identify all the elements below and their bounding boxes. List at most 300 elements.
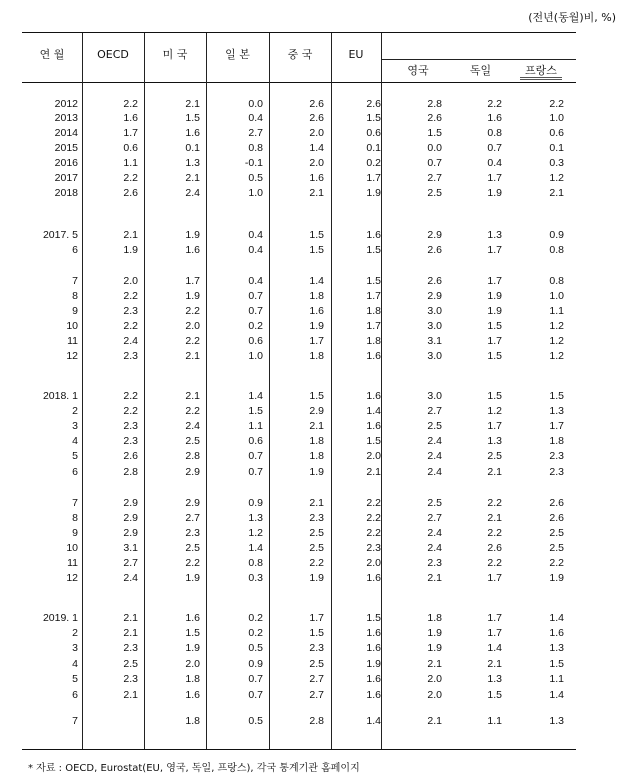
table-cell: 2.7 bbox=[309, 689, 324, 701]
table-cell: 1.9 bbox=[309, 320, 324, 332]
table-cell: 3.0 bbox=[427, 390, 442, 402]
table-cell: 1.7 bbox=[487, 627, 502, 639]
table-cell: 0.7 bbox=[487, 142, 502, 154]
table-cell: 2.1 bbox=[549, 187, 564, 199]
table-cell: 1.7 bbox=[549, 420, 564, 432]
table-cell: 1.6 bbox=[549, 627, 564, 639]
table-cell: 1.6 bbox=[123, 112, 138, 124]
table-cell: 2.7 bbox=[309, 673, 324, 685]
table-cell: 2.9 bbox=[123, 497, 138, 509]
table-cell: 1.9 bbox=[366, 187, 381, 199]
table-cell: 0.5 bbox=[248, 172, 263, 184]
table-cell: 3.1 bbox=[123, 542, 138, 554]
table-cell: 2.1 bbox=[123, 229, 138, 241]
table-cell: 1.2 bbox=[549, 172, 564, 184]
table-cell: 0.5 bbox=[248, 715, 263, 727]
header-us: 미 국 bbox=[162, 48, 188, 61]
row-label: 2014 bbox=[54, 127, 78, 139]
table-cell: 0.8 bbox=[549, 244, 564, 256]
table-cell: 1.6 bbox=[487, 112, 502, 124]
table-cell: 1.6 bbox=[366, 673, 381, 685]
table-cell: 2.1 bbox=[427, 572, 442, 584]
table-cell: 1.5 bbox=[487, 350, 502, 362]
table-cell: 2.2 bbox=[123, 172, 138, 184]
table-cell: 1.6 bbox=[309, 172, 324, 184]
table-cell: 1.7 bbox=[309, 612, 324, 624]
table-cell: 0.9 bbox=[248, 658, 263, 670]
table-cell: 0.3 bbox=[549, 157, 564, 169]
table-cell: 2.2 bbox=[487, 497, 502, 509]
table-cell: 2.4 bbox=[427, 542, 442, 554]
table-cell: 1.6 bbox=[366, 572, 381, 584]
table-cell: 2.8 bbox=[123, 466, 138, 478]
row-label: 2 bbox=[72, 405, 78, 417]
table-cell: 0.7 bbox=[427, 157, 442, 169]
table-cell: 1.1 bbox=[549, 673, 564, 685]
table-cell: 2.2 bbox=[123, 290, 138, 302]
table-cell: 1.6 bbox=[366, 229, 381, 241]
table-cell: 2.3 bbox=[366, 542, 381, 554]
table-cell: 2.1 bbox=[185, 390, 200, 402]
table-cell: 1.5 bbox=[366, 244, 381, 256]
table-cell: 1.0 bbox=[248, 187, 263, 199]
table-cell: 2.1 bbox=[366, 466, 381, 478]
header-japan: 일 본 bbox=[225, 48, 250, 61]
table-cell: 1.5 bbox=[185, 112, 200, 124]
table-cell: 2.3 bbox=[123, 350, 138, 362]
table-cell: 1.4 bbox=[309, 275, 324, 287]
header-oecd: OECD bbox=[97, 48, 129, 61]
table-cell: 1.3 bbox=[248, 512, 263, 524]
table-cell: 1.6 bbox=[366, 642, 381, 654]
table-cell: 2.3 bbox=[309, 642, 324, 654]
table-cell: 0.6 bbox=[549, 127, 564, 139]
table-cell: 0.8 bbox=[248, 557, 263, 569]
table-cell: 1.5 bbox=[487, 390, 502, 402]
table-cell: 0.4 bbox=[248, 112, 263, 124]
table-cell: 1.5 bbox=[309, 390, 324, 402]
header-france-underline-2 bbox=[520, 79, 562, 80]
table-cell: 0.9 bbox=[549, 229, 564, 241]
table-cell: 0.1 bbox=[185, 142, 200, 154]
table-cell: 1.4 bbox=[487, 642, 502, 654]
table-cell: 2.1 bbox=[123, 612, 138, 624]
table-cell: 0.1 bbox=[549, 142, 564, 154]
table-cell: 2.2 bbox=[549, 98, 564, 110]
table-cell: 2.3 bbox=[427, 557, 442, 569]
table-cell: 2.0 bbox=[123, 275, 138, 287]
row-label: 11 bbox=[67, 335, 78, 347]
header-china: 중 국 bbox=[287, 48, 313, 61]
table-cell: 0.7 bbox=[248, 450, 263, 462]
table-cell: 1.9 bbox=[309, 572, 324, 584]
table-cell: 0.7 bbox=[248, 689, 263, 701]
table-cell: 1.3 bbox=[487, 673, 502, 685]
table-cell: 2.2 bbox=[309, 557, 324, 569]
table-cell: 1.5 bbox=[487, 320, 502, 332]
table-cell: 2.1 bbox=[309, 497, 324, 509]
table-cell: 1.7 bbox=[366, 320, 381, 332]
table-cell: 2.5 bbox=[549, 542, 564, 554]
table-cell: 1.1 bbox=[248, 420, 263, 432]
table-cell: 2.8 bbox=[427, 98, 442, 110]
table-cell: 2.1 bbox=[185, 350, 200, 362]
table-cell: 1.6 bbox=[309, 305, 324, 317]
table-cell: 1.5 bbox=[427, 127, 442, 139]
table-cell: 1.6 bbox=[366, 420, 381, 432]
table-cell: 1.7 bbox=[366, 290, 381, 302]
table-cell: 0.2 bbox=[248, 612, 263, 624]
table-cell: 2.5 bbox=[185, 435, 200, 447]
table-cell: 2.8 bbox=[185, 450, 200, 462]
table-top-rule bbox=[22, 32, 576, 33]
table-cell: 2.2 bbox=[123, 390, 138, 402]
table-cell: 2.3 bbox=[123, 420, 138, 432]
table-cell: 2.9 bbox=[123, 512, 138, 524]
table-cell: 0.6 bbox=[248, 335, 263, 347]
table-cell: 1.5 bbox=[309, 244, 324, 256]
table-cell: 1.9 bbox=[123, 244, 138, 256]
table-cell: 1.7 bbox=[185, 275, 200, 287]
table-cell: 0.4 bbox=[248, 275, 263, 287]
table-cell: 2.1 bbox=[123, 627, 138, 639]
table-cell: 1.3 bbox=[487, 229, 502, 241]
table-cell: 0.4 bbox=[248, 229, 263, 241]
table-cell: 2.2 bbox=[366, 527, 381, 539]
table-cell: 2.9 bbox=[123, 527, 138, 539]
table-cell: 1.1 bbox=[123, 157, 138, 169]
table-cell: 0.7 bbox=[248, 305, 263, 317]
header-bottom-rule bbox=[22, 82, 576, 83]
table-cell: 1.4 bbox=[549, 612, 564, 624]
source-footnote: * 자료 : OECD, Eurostat(EU, 영국, 독일, 프랑스), 각국 통계기관 홈페이지 bbox=[28, 763, 360, 774]
table-cell: 0.0 bbox=[427, 142, 442, 154]
table-cell: 2.4 bbox=[427, 466, 442, 478]
row-label: 8 bbox=[72, 512, 78, 524]
row-label: 2019. 1 bbox=[42, 612, 78, 624]
table-cell: 2.9 bbox=[309, 405, 324, 417]
table-cell: 1.9 bbox=[185, 642, 200, 654]
row-label: 9 bbox=[72, 305, 78, 317]
table-cell: 0.0 bbox=[248, 98, 263, 110]
row-label: 12 bbox=[66, 572, 78, 584]
table-cell: 2.7 bbox=[248, 127, 263, 139]
table-cell: 1.9 bbox=[427, 642, 442, 654]
table-cell: 2.5 bbox=[309, 527, 324, 539]
table-cell: 0.5 bbox=[248, 642, 263, 654]
table-cell: 1.1 bbox=[487, 715, 502, 727]
table-cell: 1.6 bbox=[366, 689, 381, 701]
table-cell: 0.1 bbox=[366, 142, 381, 154]
table-cell: 2.3 bbox=[123, 642, 138, 654]
table-cell: 1.9 bbox=[427, 627, 442, 639]
table-cell: 2.5 bbox=[427, 497, 442, 509]
table-cell: 1.9 bbox=[549, 572, 564, 584]
header-germany: 독일 bbox=[469, 64, 492, 77]
table-cell: 1.8 bbox=[185, 673, 200, 685]
table-cell: 1.2 bbox=[248, 527, 263, 539]
table-cell: 2.5 bbox=[427, 187, 442, 199]
table-cell: 1.9 bbox=[366, 658, 381, 670]
table-cell: 2.2 bbox=[185, 557, 200, 569]
row-label: 2018 bbox=[54, 187, 78, 199]
table-cell: 3.0 bbox=[427, 320, 442, 332]
table-cell: 1.1 bbox=[549, 305, 564, 317]
table-cell: 1.2 bbox=[549, 320, 564, 332]
row-label: 7 bbox=[72, 715, 78, 727]
table-cell: 2.0 bbox=[366, 557, 381, 569]
table-cell: 0.8 bbox=[549, 275, 564, 287]
table-cell: 1.7 bbox=[487, 335, 502, 347]
row-label: 2016 bbox=[54, 157, 78, 169]
table-cell: 1.5 bbox=[366, 612, 381, 624]
table-cell: 2.0 bbox=[427, 689, 442, 701]
table-cell: 1.3 bbox=[549, 715, 564, 727]
table-cell: 2.0 bbox=[366, 450, 381, 462]
table-cell: 2.4 bbox=[427, 435, 442, 447]
table-cell: 2.9 bbox=[185, 466, 200, 478]
table-cell: -0.1 bbox=[244, 157, 263, 169]
table-cell: 0.2 bbox=[248, 627, 263, 639]
row-label: 2017 bbox=[54, 172, 78, 184]
row-label: 6 bbox=[72, 244, 78, 256]
row-label: 6 bbox=[72, 466, 78, 478]
table-cell: 0.3 bbox=[248, 572, 263, 584]
table-cell: 2.0 bbox=[185, 320, 200, 332]
table-cell: 1.5 bbox=[248, 405, 263, 417]
table-cell: 2.0 bbox=[427, 673, 442, 685]
table-cell: 0.8 bbox=[248, 142, 263, 154]
table-cell: 1.9 bbox=[487, 305, 502, 317]
table-cell: 1.2 bbox=[549, 335, 564, 347]
header-period: 연 월 bbox=[39, 48, 65, 61]
table-cell: 1.5 bbox=[366, 435, 381, 447]
table-cell: 1.9 bbox=[487, 290, 502, 302]
table-cell: 0.7 bbox=[248, 466, 263, 478]
table-cell: 0.7 bbox=[248, 290, 263, 302]
table-cell: 2.1 bbox=[487, 466, 502, 478]
table-cell: 0.6 bbox=[123, 142, 138, 154]
table-cell: 2.1 bbox=[427, 658, 442, 670]
table-cell: 1.5 bbox=[549, 658, 564, 670]
table-cell: 1.6 bbox=[185, 244, 200, 256]
row-label: 2015 bbox=[54, 142, 78, 154]
table-cell: 2.6 bbox=[309, 112, 324, 124]
table-cell: 0.2 bbox=[248, 320, 263, 332]
table-cell: 3.0 bbox=[427, 350, 442, 362]
header-uk: 영국 bbox=[407, 64, 429, 77]
table-cell: 2.6 bbox=[427, 112, 442, 124]
table-cell: 2.2 bbox=[487, 527, 502, 539]
row-label: 5 bbox=[72, 673, 78, 685]
row-label: 9 bbox=[72, 527, 78, 539]
table-cell: 1.4 bbox=[366, 715, 381, 727]
table-cell: 2.6 bbox=[549, 497, 564, 509]
table-cell: 3.0 bbox=[427, 305, 442, 317]
table-cell: 2.6 bbox=[309, 98, 324, 110]
table-cell: 1.7 bbox=[487, 612, 502, 624]
table-cell: 1.2 bbox=[549, 350, 564, 362]
table-cell: 2.9 bbox=[427, 290, 442, 302]
table-cell: 1.5 bbox=[366, 275, 381, 287]
table-cell: 2.1 bbox=[185, 172, 200, 184]
table-cell: 1.7 bbox=[366, 172, 381, 184]
table-cell: 1.8 bbox=[309, 350, 324, 362]
table-cell: 2.7 bbox=[123, 557, 138, 569]
row-label: 2018. 1 bbox=[42, 390, 78, 402]
table-cell: 2.2 bbox=[185, 305, 200, 317]
row-label: 10 bbox=[66, 542, 78, 554]
table-cell: 2.4 bbox=[123, 335, 138, 347]
row-label: 2 bbox=[72, 627, 78, 639]
table-cell: 1.0 bbox=[248, 350, 263, 362]
table-cell: 2.1 bbox=[123, 689, 138, 701]
table-cell: 2.6 bbox=[366, 98, 381, 110]
table-cell: 1.0 bbox=[549, 290, 564, 302]
header-france: 프랑스 bbox=[525, 64, 557, 77]
table-cell: 2.2 bbox=[123, 98, 138, 110]
table-cell: 2.1 bbox=[487, 512, 502, 524]
row-label: 11 bbox=[67, 557, 78, 569]
unit-label: (전년(동월)비, %) bbox=[528, 11, 616, 24]
table-cell: 2.3 bbox=[185, 527, 200, 539]
table-cell: 1.6 bbox=[185, 127, 200, 139]
table-cell: 1.5 bbox=[487, 689, 502, 701]
table-cell: 0.4 bbox=[248, 244, 263, 256]
table-cell: 2.3 bbox=[123, 673, 138, 685]
table-cell: 2.2 bbox=[185, 405, 200, 417]
table-cell: 1.4 bbox=[549, 689, 564, 701]
table-bottom-rule bbox=[22, 749, 576, 750]
header-france-underline bbox=[520, 77, 562, 78]
row-label: 6 bbox=[72, 689, 78, 701]
row-label: 3 bbox=[72, 642, 78, 654]
table-cell: 2.9 bbox=[427, 229, 442, 241]
table-cell: 2.5 bbox=[487, 450, 502, 462]
table-cell: 1.8 bbox=[309, 290, 324, 302]
table-cell: 2.3 bbox=[549, 466, 564, 478]
table-cell: 2.3 bbox=[123, 435, 138, 447]
row-label: 7 bbox=[72, 275, 78, 287]
table-cell: 1.9 bbox=[309, 466, 324, 478]
table-cell: 2.2 bbox=[549, 557, 564, 569]
table-cell: 0.4 bbox=[487, 157, 502, 169]
table-cell: 2.5 bbox=[427, 420, 442, 432]
table-cell: 2.4 bbox=[185, 420, 200, 432]
table-cell: 1.4 bbox=[248, 390, 263, 402]
table-cell: 1.3 bbox=[185, 157, 200, 169]
table-cell: 2.7 bbox=[427, 512, 442, 524]
table-cell: 2.8 bbox=[309, 715, 324, 727]
table-cell: 2.5 bbox=[123, 658, 138, 670]
table-cell: 2.1 bbox=[309, 187, 324, 199]
header-sub-rule bbox=[381, 59, 576, 60]
table-cell: 1.3 bbox=[549, 642, 564, 654]
table-cell: 1.9 bbox=[185, 229, 200, 241]
table-cell: 1.3 bbox=[487, 435, 502, 447]
table-cell: 1.2 bbox=[487, 405, 502, 417]
table-cell: 1.8 bbox=[427, 612, 442, 624]
row-label: 7 bbox=[72, 497, 78, 509]
row-label: 5 bbox=[72, 450, 78, 462]
table-cell: 1.5 bbox=[309, 627, 324, 639]
table-cell: 0.7 bbox=[248, 673, 263, 685]
table-cell: 2.7 bbox=[427, 172, 442, 184]
row-label: 12 bbox=[66, 350, 78, 362]
table-cell: 1.7 bbox=[487, 244, 502, 256]
table-cell: 1.9 bbox=[185, 290, 200, 302]
table-cell: 0.6 bbox=[366, 127, 381, 139]
table-cell: 2.3 bbox=[123, 305, 138, 317]
table-cell: 2.2 bbox=[123, 320, 138, 332]
table-cell: 2.2 bbox=[123, 405, 138, 417]
table-cell: 2.7 bbox=[427, 405, 442, 417]
table-cell: 2.0 bbox=[309, 127, 324, 139]
table-cell: 1.8 bbox=[366, 335, 381, 347]
table-cell: 1.9 bbox=[487, 187, 502, 199]
table-cell: 1.5 bbox=[309, 229, 324, 241]
table-cell: 2.6 bbox=[487, 542, 502, 554]
table-cell: 3.1 bbox=[427, 335, 442, 347]
table-cell: 1.4 bbox=[366, 405, 381, 417]
table-cell: 1.6 bbox=[366, 390, 381, 402]
table-cell: 1.7 bbox=[487, 420, 502, 432]
table-cell: 0.6 bbox=[248, 435, 263, 447]
table-cell: 2.0 bbox=[185, 658, 200, 670]
table-cell: 2.5 bbox=[549, 527, 564, 539]
table-cell: 2.1 bbox=[427, 715, 442, 727]
table-cell: 2.4 bbox=[185, 187, 200, 199]
table-cell: 1.8 bbox=[309, 450, 324, 462]
table-cell: 0.9 bbox=[248, 497, 263, 509]
table-cell: 2.2 bbox=[185, 335, 200, 347]
table-cell: 2.5 bbox=[185, 542, 200, 554]
table-cell: 2.3 bbox=[549, 450, 564, 462]
row-label: 4 bbox=[72, 435, 78, 447]
table-cell: 2.6 bbox=[549, 512, 564, 524]
table-cell: 1.8 bbox=[549, 435, 564, 447]
table-cell: 1.5 bbox=[185, 627, 200, 639]
table-cell: 1.8 bbox=[185, 715, 200, 727]
table-cell: 1.6 bbox=[185, 689, 200, 701]
table-cell: 2.4 bbox=[427, 527, 442, 539]
row-label: 2012 bbox=[54, 98, 78, 110]
table-cell: 0.2 bbox=[366, 157, 381, 169]
table-cell: 1.6 bbox=[366, 627, 381, 639]
table-cell: 1.5 bbox=[366, 112, 381, 124]
table-cell: 1.6 bbox=[366, 350, 381, 362]
table-cell: 1.7 bbox=[487, 572, 502, 584]
table-cell: 1.9 bbox=[185, 572, 200, 584]
table-cell: 1.4 bbox=[309, 142, 324, 154]
header-eu: EU bbox=[348, 48, 364, 61]
table-cell: 2.5 bbox=[309, 542, 324, 554]
table-cell: 2.1 bbox=[309, 420, 324, 432]
table-cell: 2.6 bbox=[123, 187, 138, 199]
table-cell: 2.2 bbox=[487, 98, 502, 110]
row-label: 2017. 5 bbox=[42, 229, 78, 241]
table-cell: 2.6 bbox=[427, 275, 442, 287]
table-cell: 2.4 bbox=[427, 450, 442, 462]
table-cell: 2.7 bbox=[185, 512, 200, 524]
row-label: 2013 bbox=[54, 112, 78, 124]
table-cell: 2.0 bbox=[309, 157, 324, 169]
table-cell: 2.5 bbox=[309, 658, 324, 670]
table-cell: 1.6 bbox=[185, 612, 200, 624]
table-cell: 2.4 bbox=[123, 572, 138, 584]
table-cell: 1.8 bbox=[309, 435, 324, 447]
table-cell: 2.9 bbox=[185, 497, 200, 509]
